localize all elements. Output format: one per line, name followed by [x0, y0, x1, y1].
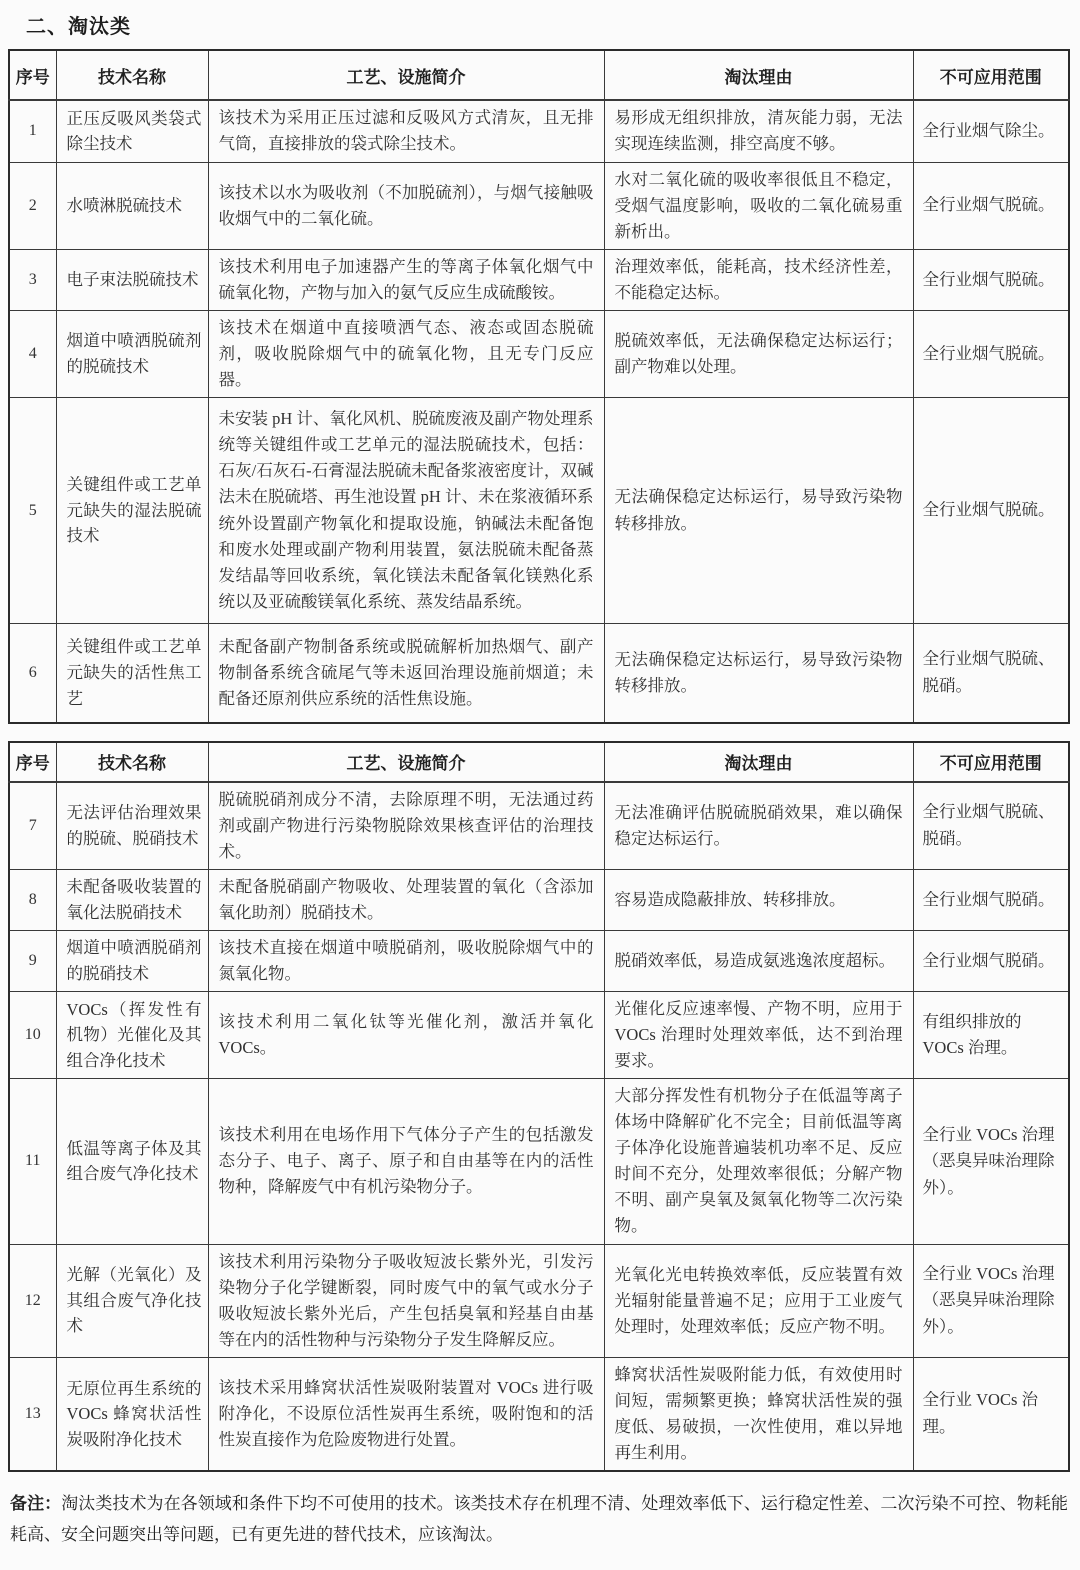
column-header-process: 工艺、设施简介 [208, 742, 604, 782]
column-header-num: 序号 [9, 742, 56, 782]
table-row [9, 1079, 1069, 1244]
table-row [9, 930, 1069, 991]
cell-process: 未配备副产物制备系统或脱硫解析加热烟气、副产物制备系统含硫尾气等未返回治理设施前烟道；未配备还原剂供应系统的活性焦设施。 [208, 624, 604, 723]
cell-reason: 治理效率低，能耗高，技术经济性差，不能稳定达标。 [604, 249, 913, 310]
header-row [9, 50, 1069, 100]
cell-reason: 脱硫效率低，无法确保稳定达标运行；副产物难以处理。 [604, 310, 913, 397]
cell-reason: 无法准确评估脱硫脱硝效果，难以确保稳定达标运行。 [604, 782, 913, 870]
footnote [10, 1489, 1068, 1550]
cell-scope: 全行业 VOCs 治理（恶臭异味治理除外）。 [913, 1244, 1069, 1357]
cell-process: 未配备脱硝副产物吸收、处理装置的氧化（含添加氧化助剂）脱硝技术。 [208, 869, 604, 930]
cell-num: 10 [9, 991, 56, 1078]
eliminated-tech-table-2 [8, 741, 1070, 1473]
cell-reason: 脱硝效率低，易造成氨逃逸浓度超标。 [604, 930, 913, 991]
cell-process: 该技术利用在电场作用下气体分子产生的包括激发态分子、电子、离子、原子和自由基等在内的活性物种，降解废气中有机污染物分子。 [208, 1079, 604, 1244]
cell-process: 该技术采用蜂窝状活性炭吸附装置对 VOCs 进行吸附净化，不设原位活性炭再生系统，吸附饱和的活性炭直接作为危险废物进行处置。 [208, 1357, 604, 1471]
footnote-text: 淘汰类技术为在各领域和条件下均不可使用的技术。该类技术存在机理不清、处理效率低下、运行稳定性差、二次污染不可控、物耗能耗高、安全问题突出等问题，已有更先进的替代技术，应该淘汰。 [10, 1494, 1069, 1544]
cell-process: 未安装 pH 计、氧化风机、脱硫废液及副产物处理系统等关键组件或工艺单元的湿法脱硫技术，包括：石灰/石灰石-石膏湿法脱硫未配备浆液密度计，双碱法未在脱硫塔、再生池设置 pH 计、未在浆液循环系统外设置副产物氧化和提取设施，钠碱法未配备饱和废水处理或副产物利用装置，氨法脱硫未配备蒸发结晶等回收系统，氧化镁法未配备氧化镁熟化系统以及亚硫酸镁氧化系统、蒸发结晶系统。 [208, 398, 604, 624]
cell-name: 未配备吸收装置的氧化法脱硝技术 [56, 869, 208, 930]
cell-scope: 全行业烟气脱硫。 [913, 162, 1069, 249]
cell-reason: 容易造成隐蔽排放、转移排放。 [604, 869, 913, 930]
cell-scope: 全行业烟气脱硫、脱硝。 [913, 624, 1069, 723]
cell-process: 脱硫脱硝剂成分不清，去除原理不明，无法通过药剂或副产物进行污染物脱除效果核查评估的治理技术。 [208, 782, 604, 870]
cell-reason: 易形成无组织排放，清灰能力弱，无法实现连续监测，排空高度不够。 [604, 100, 913, 162]
column-header-process: 工艺、设施简介 [208, 50, 604, 100]
cell-process: 该技术以水为吸收剂（不加脱硫剂），与烟气接触吸收烟气中的二氧化硫。 [208, 162, 604, 249]
table-row [9, 869, 1069, 930]
cell-process: 该技术利用电子加速器产生的等离子体氧化烟气中硫氧化物，产物与加入的氨气反应生成硫酸铵。 [208, 249, 604, 310]
cell-reason: 水对二氧化硫的吸收率很低且不稳定，受烟气温度影响，吸收的二氧化硫易重新析出。 [604, 162, 913, 249]
cell-num: 7 [9, 782, 56, 870]
cell-name: 无法评估治理效果的脱硫、脱硝技术 [56, 782, 208, 870]
column-header-name: 技术名称 [56, 742, 208, 782]
cell-scope: 全行业烟气除尘。 [913, 100, 1069, 162]
column-header-reason: 淘汰理由 [604, 742, 913, 782]
table-row [9, 398, 1069, 624]
cell-process: 该技术利用二氧化钛等光催化剂，激活并氧化 VOCs。 [208, 991, 604, 1078]
cell-scope: 有组织排放的 VOCs 治理。 [913, 991, 1069, 1078]
cell-num: 5 [9, 398, 56, 624]
cell-name: 无原位再生系统的 VOCs 蜂窝状活性炭吸附净化技术 [56, 1357, 208, 1471]
table-row [9, 1357, 1069, 1471]
table-row [9, 1244, 1069, 1357]
cell-scope: 全行业 VOCs 治理。 [913, 1357, 1069, 1471]
page-title: 二、淘汰类 [26, 16, 131, 38]
column-header-scope: 不可应用范围 [913, 742, 1069, 782]
cell-num: 11 [9, 1079, 56, 1244]
cell-num: 8 [9, 869, 56, 930]
table-row [9, 782, 1069, 870]
column-header-scope: 不可应用范围 [913, 50, 1069, 100]
cell-process: 该技术直接在烟道中喷脱硝剂，吸收脱除烟气中的氮氧化物。 [208, 930, 604, 991]
table-row [9, 100, 1069, 162]
cell-reason: 光催化反应速率慢、产物不明，应用于 VOCs 治理时处理效率低，达不到治理要求。 [604, 991, 913, 1078]
cell-scope: 全行业烟气脱硫。 [913, 249, 1069, 310]
cell-num: 9 [9, 930, 56, 991]
cell-name: 烟道中喷洒脱硫剂的脱硫技术 [56, 310, 208, 397]
cell-scope: 全行业烟气脱硫、脱硝。 [913, 782, 1069, 870]
column-header-reason: 淘汰理由 [604, 50, 913, 100]
eliminated-tech-table-1 [8, 49, 1070, 724]
header-row [9, 742, 1069, 782]
cell-reason: 无法确保稳定达标运行，易导致污染物转移排放。 [604, 624, 913, 723]
cell-num: 6 [9, 624, 56, 723]
column-header-num: 序号 [9, 50, 56, 100]
cell-process: 该技术为采用正压过滤和反吸风方式清灰，且无排气筒，直接排放的袋式除尘技术。 [208, 100, 604, 162]
cell-process: 该技术利用污染物分子吸收短波长紫外光，引发污染物分子化学键断裂，同时废气中的氧气或水分子吸收短波长紫外光后，产生包括臭氧和羟基自由基等在内的活性物种与污染物分子发生降解反应。 [208, 1244, 604, 1357]
table-row [9, 310, 1069, 397]
table-row [9, 624, 1069, 723]
cell-scope: 全行业烟气脱硫。 [913, 310, 1069, 397]
table-row [9, 249, 1069, 310]
footnote-label: 备注： [10, 1494, 62, 1513]
table-row [9, 162, 1069, 249]
cell-process: 该技术在烟道中直接喷洒气态、液态或固态脱硫剂，吸收脱除烟气中的硫氧化物，且无专门反应器。 [208, 310, 604, 397]
cell-name: 关键组件或工艺单元缺失的湿法脱硫技术 [56, 398, 208, 624]
cell-reason: 光氧化光电转换效率低，反应装置有效光辐射能量普遍不足；应用于工业废气处理时，处理效率低；反应产物不明。 [604, 1244, 913, 1357]
cell-num: 3 [9, 249, 56, 310]
cell-scope: 全行业烟气脱硝。 [913, 869, 1069, 930]
cell-scope: 全行业烟气脱硝。 [913, 930, 1069, 991]
cell-name: 正压反吸风类袋式除尘技术 [56, 100, 208, 162]
cell-num: 13 [9, 1357, 56, 1471]
cell-name: 电子束法脱硫技术 [56, 249, 208, 310]
cell-name: 关键组件或工艺单元缺失的活性焦工艺 [56, 624, 208, 723]
cell-name: 低温等离子体及其组合废气净化技术 [56, 1079, 208, 1244]
cell-name: 光解（光氧化）及其组合废气净化技术 [56, 1244, 208, 1357]
cell-name: VOCs（挥发性有机物）光催化及其组合净化技术 [56, 991, 208, 1078]
cell-num: 12 [9, 1244, 56, 1357]
cell-num: 2 [9, 162, 56, 249]
tables-container [8, 49, 1070, 1472]
cell-scope: 全行业烟气脱硫。 [913, 398, 1069, 624]
cell-num: 4 [9, 310, 56, 397]
cell-reason: 蜂窝状活性炭吸附能力低，有效使用时间短，需频繁更换；蜂窝状活性炭的强度低、易破损，一次性使用，难以异地再生利用。 [604, 1357, 913, 1471]
cell-scope: 全行业 VOCs 治理（恶臭异味治理除外）。 [913, 1079, 1069, 1244]
cell-name: 烟道中喷洒脱硝剂的脱硝技术 [56, 930, 208, 991]
table-row [9, 991, 1069, 1078]
column-header-name: 技术名称 [56, 50, 208, 100]
cell-name: 水喷淋脱硫技术 [56, 162, 208, 249]
cell-num: 1 [9, 100, 56, 162]
cell-reason: 大部分挥发性有机物分子在低温等离子体场中降解矿化不完全；目前低温等离子体净化设施普遍装机功率不足、反应时间不充分，处理效率很低；分解产物不明、副产臭氧及氮氧化物等二次污染物。 [604, 1079, 913, 1244]
cell-reason: 无法确保稳定达标运行，易导致污染物转移排放。 [604, 398, 913, 624]
